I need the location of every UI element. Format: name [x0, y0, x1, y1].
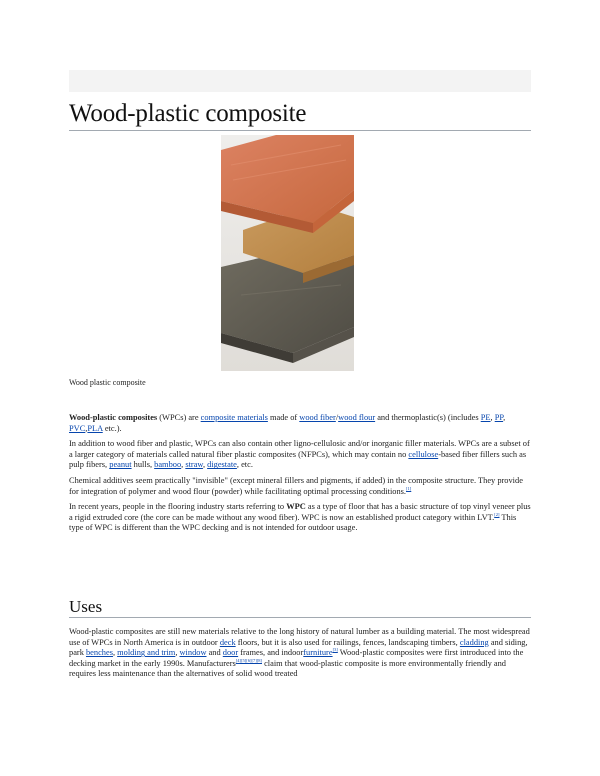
link-wood-fiber[interactable]: wood fiber: [299, 413, 336, 422]
text: ,: [202, 460, 208, 470]
bold-term: Wood-plastic composites: [69, 413, 158, 422]
text: ,: [85, 423, 88, 433]
link-window[interactable]: window: [179, 648, 207, 658]
text: and thermoplastic(s) (includes: [375, 413, 481, 422]
intro-paragraph-1: [69, 413, 531, 434]
intro-paragraph-2: [69, 439, 531, 471]
text: ,: [175, 648, 180, 658]
text: Chemical additives seem practically "invisible" (except mineral fillers and pigments, if added) in the composite structure. They provide for integration of polymer and wood flour (powder) while facilitating optimal processing conditions.: [69, 475, 523, 496]
link-straw[interactable]: straw: [185, 460, 203, 470]
text: This type of WPC is different than the WPC decking and is not intended for outdoor usage.: [69, 512, 517, 533]
reference-link[interactable]: [1]: [406, 485, 412, 491]
intro-section: [69, 413, 531, 539]
link-door[interactable]: door: [222, 648, 239, 658]
link-bamboo[interactable]: bamboo: [154, 460, 182, 470]
link-deck[interactable]: deck: [219, 637, 236, 647]
bold-term: WPC: [286, 502, 306, 512]
text: In recent years, people in the flooring industry starts referring to: [69, 502, 287, 512]
top-header-bar: [69, 70, 531, 92]
wood-plastic-boards-photo-icon: [221, 135, 354, 371]
reference-link[interactable]: [3]: [332, 647, 338, 653]
text: , etc.: [236, 460, 253, 470]
uses-paragraph-1: [69, 627, 531, 680]
link-composite-materials[interactable]: composite materials: [200, 413, 268, 422]
text: Wood-plastic composites were first introduced into the decking market in the early 1990s. Manufacturers: [69, 648, 524, 668]
link-pp[interactable]: PP: [494, 413, 504, 422]
text: and siding, park: [69, 637, 528, 658]
section-divider: [69, 617, 531, 618]
text: claim that wood-plastic composite is more environmentally friendly and requires less maintenance than the alternatives of solid wood treated: [69, 658, 506, 679]
text: made of: [267, 413, 300, 422]
figure-image: [221, 135, 354, 371]
link-furniture[interactable]: furniture: [303, 648, 333, 658]
text: as a type of floor that has a basic structure of top vinyl veneer plus a rigid extruded core (the core can be made without any wood fiber). WPC is now an established product category within LVT.: [69, 502, 531, 522]
section-heading-uses: Uses: [69, 597, 103, 616]
page-title: Wood-plastic composite: [69, 100, 307, 127]
reference-link[interactable]: [2]: [494, 511, 500, 517]
link-pvc[interactable]: PVC: [69, 423, 86, 433]
link-wood-flour[interactable]: wood flour: [338, 413, 376, 422]
text: ,: [490, 413, 495, 422]
text: floors, but it is also used for railings, fences, landscaping timbers,: [235, 637, 460, 647]
text: Wood-plastic composites are still new materials relative to the long history of natural lumber as a building material. The most widespread use of WPCs in North America is in outdoor: [69, 627, 530, 647]
link-pla[interactable]: PLA: [87, 423, 103, 433]
text: /: [335, 413, 339, 422]
uses-section: [69, 627, 531, 685]
intro-paragraph-4: [69, 502, 531, 534]
text: In addition to wood fiber and plastic, WPCs can also contain other ligno-cellulosic and/or inorganic filler materials. WPCs are a subset of a larger category of materials called natural fiber plastic composites (NFPCs), which may contain no: [69, 439, 530, 459]
link-cladding[interactable]: cladding: [459, 637, 489, 647]
text: ,: [503, 413, 506, 422]
link-cellulose[interactable]: cellulose: [408, 449, 439, 459]
text: -based fiber fillers such as pulp fibers,: [69, 449, 527, 470]
intro-paragraph-3: [69, 476, 531, 497]
text: (WPCs) are: [157, 413, 201, 422]
link-digestate[interactable]: digestate: [207, 460, 237, 470]
text: ,: [181, 460, 186, 470]
text: frames, and indoor: [238, 648, 304, 658]
text: hulls,: [131, 460, 155, 470]
link-benches[interactable]: benches: [85, 648, 113, 658]
text: ,: [112, 648, 118, 658]
link-pe[interactable]: PE: [480, 413, 491, 422]
figure-caption: Wood plastic composite: [69, 378, 146, 387]
link-peanut[interactable]: peanut: [109, 460, 132, 470]
link-molding-and-trim[interactable]: molding and trim: [117, 648, 176, 658]
reference-link[interactable]: [4][5][6][7][8]: [235, 657, 262, 663]
title-divider: [69, 130, 531, 131]
text: and: [206, 648, 223, 658]
text: etc.).: [102, 423, 122, 433]
